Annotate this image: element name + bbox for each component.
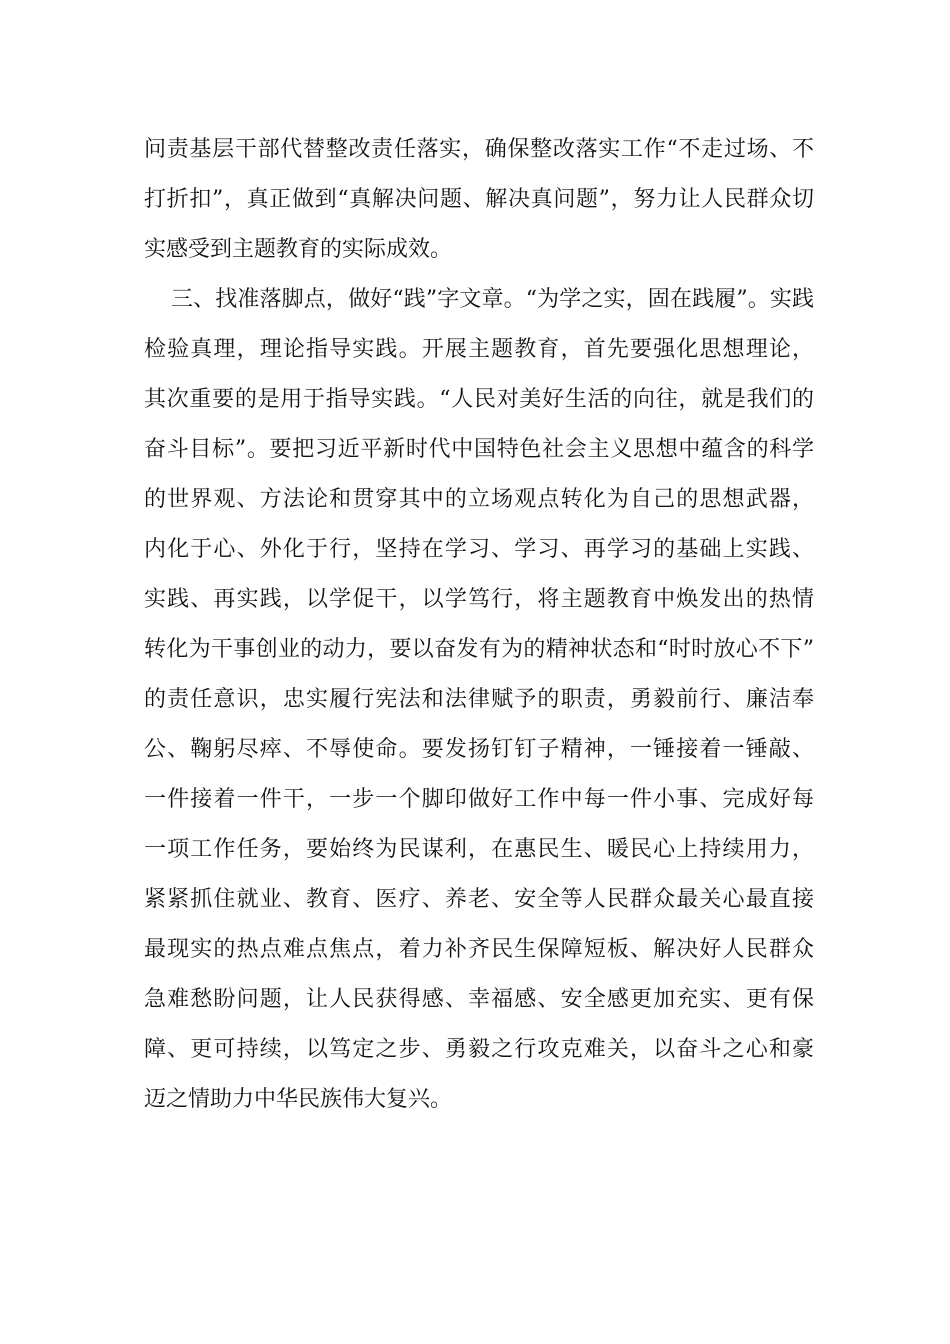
paragraph-2-line-9: 的责任意识，忠实履行宪法和法律赋予的职责，勇毅前行、廉洁奉: [144, 687, 814, 712]
paragraph-2-line-2: 检验真理，理论指导实践。开展主题教育，首先要强化思想理论，: [144, 337, 814, 362]
paragraph-2-line-5: 的世界观、方法论和贯穿其中的立场观点转化为自己的思想武器，: [144, 487, 814, 512]
paragraph-2-line-4: 奋斗目标”。要把习近平新时代中国特色社会主义思想中蕴含的科学: [144, 437, 814, 462]
paragraph-2-line-17: 迈之情助力中华民族伟大复兴。: [144, 1087, 453, 1112]
paragraph-2-line-14: 最现实的热点难点焦点，着力补齐民生保障短板、解决好人民群众: [144, 937, 814, 962]
paragraph-2-line-15: 急难愁盼问题，让人民获得感、幸福感、安全感更加充实、更有保: [144, 987, 814, 1012]
paragraph-2-line-1: 三、找准落脚点，做好“践”字文章。“为学之实，固在践履”。实践: [171, 287, 814, 312]
paragraph-2-line-3: 其次重要的是用于指导实践。“人民对美好生活的向往，就是我们的: [144, 387, 814, 412]
paragraph-2-line-16: 障、更可持续，以笃定之步、勇毅之行攻克难关，以奋斗之心和豪: [144, 1037, 814, 1062]
body-text: [144, 125, 814, 1125]
paragraph-2-line-7: 实践、再实践，以学促干，以学笃行，将主题教育中焕发出的热情: [144, 587, 814, 612]
paragraph-2-line-13: 紧紧抓住就业、教育、医疗、养老、安全等人民群众最关心最直接: [144, 887, 814, 912]
paragraph-2-line-10: 公、鞠躬尽瘁、不辱使命。要发扬钉钉子精神，一锤接着一锤敲、: [144, 737, 814, 762]
paragraph-2-line-8: 转化为干事创业的动力，要以奋发有为的精神状态和“时时放心不下”: [144, 637, 814, 662]
paragraph-1-line-3: 实感受到主题教育的实际成效。: [144, 237, 453, 262]
paragraph-2-line-12: 一项工作任务，要始终为民谋利，在惠民生、暖民心上持续用力，: [144, 837, 814, 862]
paragraph-1-line-2: 打折扣”，真正做到“真解决问题、解决真问题”，努力让人民群众切: [144, 187, 814, 212]
paragraph-2-line-11: 一件接着一件干，一步一个脚印做好工作中每一件小事、完成好每: [144, 787, 814, 812]
paragraph-2-line-6: 内化于心、外化于行，坚持在学习、学习、再学习的基础上实践、: [144, 537, 814, 562]
paragraph-1-line-1: 问责基层干部代替整改责任落实，确保整改落实工作“不走过场、不: [144, 137, 814, 162]
